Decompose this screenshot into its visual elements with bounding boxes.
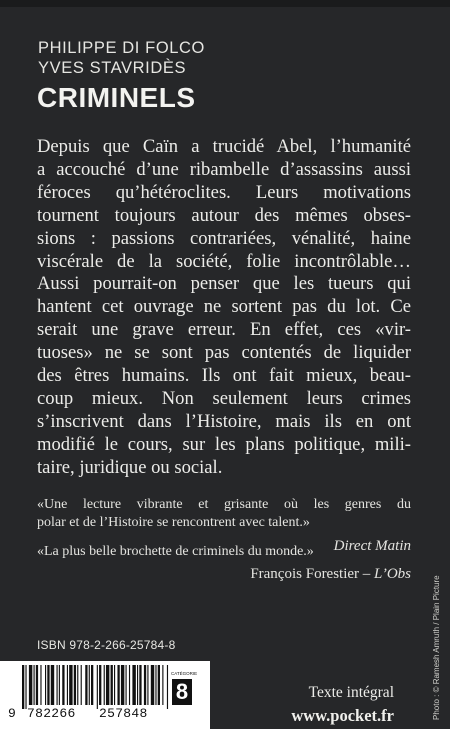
barcode-digits-left: 782266 — [27, 706, 76, 721]
category-label: CATÉGORIE — [171, 671, 198, 676]
barcode-bar — [47, 665, 49, 705]
blurb-line: viscérale de la société, folie incontrôlable… — [37, 250, 411, 272]
barcode-bar — [81, 665, 82, 705]
barcode-bar — [139, 665, 141, 705]
barcode-bar — [59, 665, 60, 705]
blurb-line: Depuis que Caïn a trucidé Abel, l’humanité — [37, 136, 411, 157]
barcode-bar — [151, 665, 154, 705]
barcode-bar — [114, 665, 115, 705]
barcode-bar — [34, 665, 35, 705]
barcode-bar — [155, 665, 156, 705]
barcode-bar — [51, 665, 54, 705]
barcode-bar — [25, 665, 26, 709]
barcode-bar — [89, 665, 90, 705]
barcode-bar — [85, 665, 87, 705]
blurb-line: tournent toujours autour des mêmes obses- — [37, 204, 411, 226]
blurb-line: sions : passions contrariées, vénalité, haine — [37, 227, 411, 249]
blurb-line: coup mieux. Non seulement leurs crimes — [37, 387, 411, 409]
publisher-website[interactable]: www.pocket.fr — [291, 706, 394, 725]
quote-author: François Forestier — [250, 566, 360, 582]
author-name: YVES STAVRIDÈS — [38, 59, 187, 77]
blurb-line: modifié le cours, sur les plans politique, mili- — [37, 433, 411, 455]
barcode-bar — [69, 665, 72, 705]
barcode-bar — [36, 665, 38, 705]
barcode-bar — [167, 665, 168, 709]
blurb-line: des êtres humains. Ils ont fait mieux, beau- — [37, 365, 411, 387]
blurb-line: a accouché d’une ribambelle d’assassins aussi — [37, 158, 411, 180]
attribution-dash: – — [359, 566, 375, 582]
isbn-number: ISBN 978-2-266-25784-8 — [37, 638, 176, 652]
barcode-bar — [29, 665, 32, 705]
barcode-bar — [126, 665, 127, 705]
barcode-bar — [121, 665, 124, 705]
quote-source: Direct Matin — [333, 538, 411, 554]
blurb-line: féroces qu’hétéroclites. Leurs motivations — [37, 181, 411, 203]
blurb-line: hantent cet ouvrage ne sortent pas du lot. Ce — [37, 296, 411, 318]
barcode-bar — [62, 665, 64, 705]
barcode-bar — [22, 665, 24, 709]
barcode-bar — [111, 665, 113, 705]
quote-line: «La plus belle brochette de criminels du monde.» — [37, 544, 314, 559]
author-names — [38, 38, 205, 78]
blurb-line: tuoses» ne se sont pas contentés de liquider — [37, 342, 411, 364]
photo-credit: Photo : © Ramesh Amruth / Plain Picture — [432, 575, 441, 720]
barcode-bar — [67, 665, 68, 705]
category-badge — [171, 671, 198, 709]
barcode-bar — [106, 665, 109, 705]
barcode-digits-right: 257848 — [99, 706, 148, 721]
barcode-bar — [132, 665, 135, 705]
barcode-bar — [117, 665, 119, 705]
barcode-first-digit: 9 — [8, 706, 16, 721]
barcode-bar — [91, 665, 93, 705]
barcode-bar — [144, 665, 146, 705]
barcode-bars — [20, 661, 190, 709]
blurb-line: Aussi pourrait-on penser que les tueurs qui — [37, 273, 411, 295]
barcode-bar — [97, 665, 98, 709]
press-quote — [37, 543, 411, 583]
blurb-line: serait une grave erreur. En effet, ces «vir- — [37, 319, 411, 341]
quote-attribution — [37, 565, 411, 583]
blurb-line: taire, juridique ou social. — [37, 456, 223, 478]
blurb-line: s’inscrivent dans l’Histoire, mais ils en ont — [37, 410, 411, 432]
barcode-bar — [99, 665, 101, 705]
author-name: PHILIPPE DI FOLCO — [38, 39, 205, 57]
book-title: CRIMINELS — [37, 82, 196, 113]
barcode-bar — [158, 665, 160, 705]
barcode-bar — [137, 665, 138, 705]
barcode-bar — [40, 665, 41, 705]
barcode-bar — [57, 665, 58, 705]
quote-line: «Une lecture vibrante et grisante où les genres du — [37, 497, 411, 512]
blurb-paragraph — [37, 136, 411, 480]
quote-line: polar et de l’Histoire se rencontrent avec talent.» — [37, 515, 310, 530]
category-number: 8 — [172, 679, 192, 705]
barcode-bar — [45, 665, 46, 705]
barcode-bar — [129, 665, 130, 705]
barcode-bar — [104, 665, 105, 705]
barcode-bar — [162, 665, 163, 705]
edition-note: Texte intégral — [308, 684, 394, 701]
barcode-bar — [147, 665, 148, 705]
barcode-bar — [77, 665, 78, 705]
cover-top-edge — [0, 0, 450, 7]
barcode-bar — [74, 665, 76, 705]
quote-source: L’Obs — [374, 566, 411, 582]
